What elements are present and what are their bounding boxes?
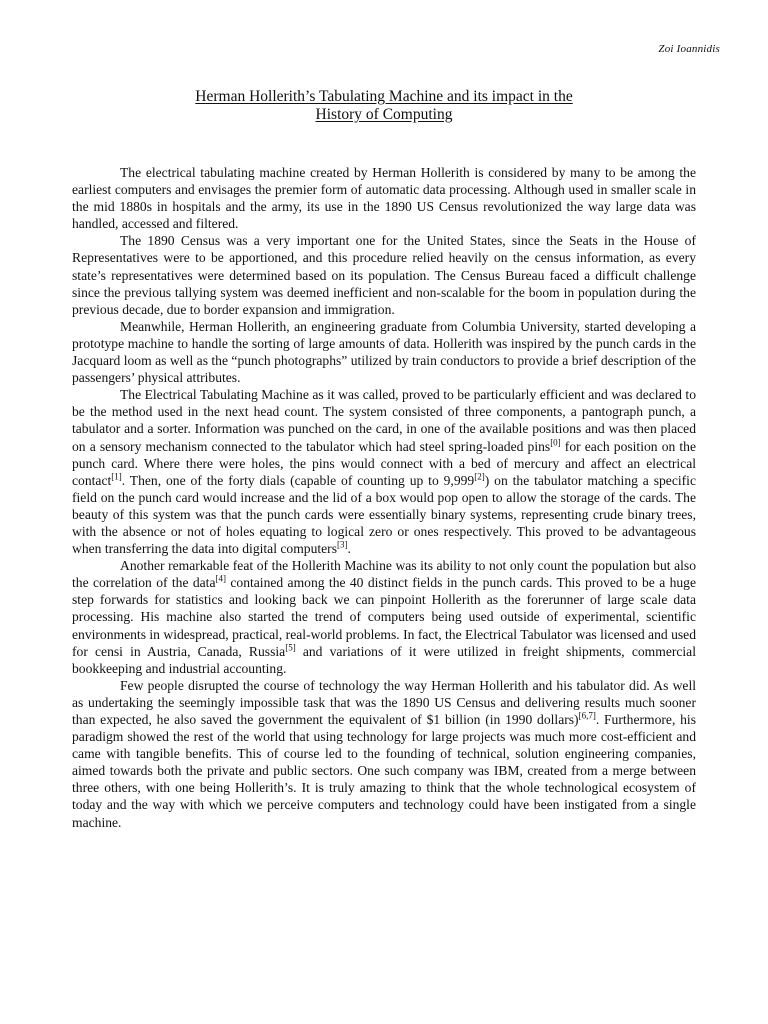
title-line-1: Herman Hollerith’s Tabulating Machine and its impact in the <box>195 88 573 105</box>
paragraph-text: contained among the 40 distinct fields in the punch cards. This proved to be a huge step forwards for statistics and looking back we can pinpoint Hollerith as the forerunner of large scale data processing. His machine also started the trend of computers being used outside of experimental, scientific environments in widespread, practical, real-world problems. In fact, the Electrical Tabulator was licensed and used for censi in Austria, Canada, Russia <box>72 575 697 659</box>
document-body <box>72 164 696 831</box>
paragraph-text: and variations of it were utilized in freight shipments, commercial bookkeeping and industrial accounting. <box>72 643 696 676</box>
citation-reference: [6,7] <box>578 710 596 721</box>
paragraph-text: for each position on the punch card. Where there were holes, the pins would connect with a bed of mercury and affect an electrical contact <box>72 438 697 488</box>
body-paragraph <box>72 386 696 557</box>
citation-reference: [1] <box>111 471 122 482</box>
citation-reference: [2] <box>474 471 485 482</box>
paragraph-text: Another remarkable feat of the Hollerith Machine was its ability to not only count the population but also the correlation of the data <box>72 558 696 591</box>
document-title <box>0 88 768 124</box>
body-paragraph <box>72 164 696 232</box>
paragraph-text: . Furthermore, his paradigm showed the rest of the world that using technology for large projects was much more cost-efficient and came with tangible benefits. This of course led to the founding of technical, solution engineering companies, aimed towards both the private and public sectors. One such company was IBM, created from a merge between three others, with one being Hollerith’s. It is truly amazing to think that the whole technological ecosystem of today and the way with which we perceive computers and technology could have been instigated from a single machine. <box>72 712 696 830</box>
paragraph-text: . Then, one of the forty dials (capable of counting up to 9,999 <box>121 472 475 488</box>
citation-reference: [5] <box>285 642 296 653</box>
title-line-2: History of Computing <box>315 106 453 123</box>
author-name: Zoi Ioannidis <box>658 43 720 55</box>
citation-reference: [4] <box>215 573 226 584</box>
body-paragraph <box>72 232 696 317</box>
paragraph-text: Few people disrupted the course of technology the way Herman Hollerith and his tabulator did. As well as undertaking the seemingly impossible task that was the 1890 US Census and delivering results much sooner than expected, he also saved the government the equivalent of $1 billion (in 1990 dollars) <box>72 677 696 727</box>
paragraph-text: The electrical tabulating machine created by Herman Hollerith is considered by many to be among the earliest computers and envisages the premier form of automatic data processing. Although used in smaller scale in the mid 1880s in hospitals and the army, its use in the 1890 US Census revolutionized the way large data was handled, accessed and filtered. <box>72 165 696 232</box>
body-paragraph <box>72 318 696 386</box>
body-paragraph <box>72 677 696 831</box>
citation-reference: [3] <box>337 539 348 550</box>
paragraph-text: . <box>347 541 351 557</box>
paragraph-text: ) on the tabulator matching a specific field on the punch card would increase and the lid of a box would pop open to allow the storage of the cards. The beauty of this system was that the punch cards were essentially binary systems, representing crude binary trees, with the absence or not of holes equating to logical zero or ones respectively. This proved to be advantageous when transferring the data into digital computers <box>72 472 696 557</box>
citation-reference: [0] <box>550 436 561 447</box>
paragraph-text: The 1890 Census was a very important one for the United States, since the Seats in the House of Representatives were to be apportioned, and this procedure relied heavily on the census information, as every state’s representatives were determined based on its population. The Census Bureau faced a difficult challenge since the previous tallying system was deemed inefficient and non-scalable for the boom in population during the previous decade, due to border expansion and immigration. <box>72 233 696 317</box>
paragraph-text: The Electrical Tabulating Machine as it was called, proved to be particularly efficient and was declared to be the method used in the next head count. The system consisted of three components, a pantograph punch, a tabulator and a sorter. Information was punched on the card, in one of the available positions and was then placed on a sensory mechanism connected to the tabulator which had steel spring-loaded pins <box>72 387 696 454</box>
paragraph-text: Meanwhile, Herman Hollerith, an engineering graduate from Columbia University, started developing a prototype machine to handle the sorting of large amounts of data. Hollerith was inspired by the punch cards in the Jacquard loom as well as the “punch photographs” utilized by train conductors to provide a brief description of the passengers’ physical attributes. <box>72 318 696 386</box>
body-paragraph <box>72 557 696 677</box>
